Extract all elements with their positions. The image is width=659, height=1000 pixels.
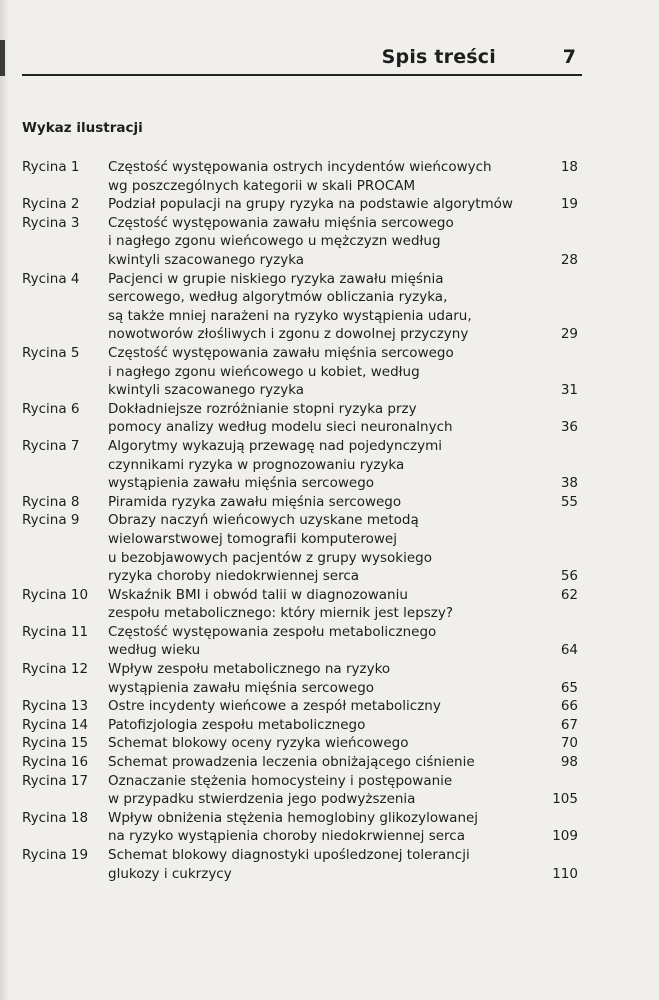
figure-entry <box>22 158 578 195</box>
figure-label: Rycina 11 <box>22 623 89 640</box>
figure-label: Rycina 9 <box>22 512 80 529</box>
figure-caption <box>108 846 528 883</box>
figure-entry <box>22 753 578 772</box>
figure-caption <box>108 586 528 623</box>
figure-page-number: 110 <box>552 865 578 882</box>
figure-caption <box>108 400 528 437</box>
caption-line: Częstość występowania zespołu metabolicznego <box>108 623 437 640</box>
figure-page-number: 109 <box>552 828 578 845</box>
caption-line: Wskaźnik BMI i obwód talii w diagnozowaniu <box>108 586 408 603</box>
figure-page-number: 18 <box>560 159 578 175</box>
figure-caption <box>108 344 528 400</box>
caption-line: Schemat blokowy diagnostyki upośledzonej tolerancji <box>108 847 470 863</box>
figure-caption <box>108 734 528 753</box>
figure-page-number: 65 <box>560 679 578 696</box>
caption-line: Piramida ryzyka zawału mięśnia sercowego <box>108 493 402 510</box>
figure-label: Rycina 18 <box>22 809 89 826</box>
caption-line: Ostre incydenty wieńcowe a zespół metaboliczny <box>108 698 441 715</box>
figure-caption <box>108 158 528 195</box>
figure-page-number: 98 <box>560 754 578 771</box>
caption-line: zespołu metabolicznego: który miernik jest lepszy? <box>108 605 454 622</box>
figure-page-number: 28 <box>560 251 578 268</box>
figure-page-number: 36 <box>560 419 578 436</box>
figure-caption <box>108 772 528 809</box>
figure-page-number: 55 <box>560 493 578 510</box>
figure-entry <box>22 344 578 400</box>
caption-line: Pacjenci w grupie niskiego ryzyka zawału mięśnia <box>108 270 444 287</box>
figure-page-number: 62 <box>560 586 578 603</box>
figure-page-number: 19 <box>560 196 578 213</box>
binding-mark <box>0 40 5 76</box>
header-rule <box>22 74 582 76</box>
figure-entry <box>22 586 578 623</box>
figure-page-number: 66 <box>560 698 578 715</box>
figure-entry <box>22 400 578 437</box>
figure-entry <box>22 809 578 846</box>
figure-caption <box>108 493 528 512</box>
figure-page-number: 105 <box>552 791 578 808</box>
figure-label: Rycina 14 <box>22 716 89 733</box>
caption-line: glukozy i cukrzycy <box>108 865 232 882</box>
figure-label: Rycina 1 <box>22 159 80 175</box>
caption-line: Częstość występowania zawału mięśnia sercowego <box>108 214 454 231</box>
figure-entry <box>22 437 578 493</box>
figure-page-number: 70 <box>560 735 578 752</box>
figure-caption <box>108 511 528 585</box>
caption-line: czynnikami ryzyka w prognozowaniu ryzyka <box>108 456 405 473</box>
figure-label: Rycina 17 <box>22 772 89 789</box>
figure-entry <box>22 270 578 344</box>
figure-entry <box>22 493 578 512</box>
figure-caption <box>108 437 528 493</box>
figure-caption <box>108 753 528 772</box>
figure-label: Rycina 12 <box>22 661 89 678</box>
figure-caption <box>108 214 528 270</box>
caption-line: pomocy analizy według modelu sieci neuronalnych <box>108 419 453 436</box>
page-edge-shadow <box>0 0 8 1000</box>
figure-label: Rycina 15 <box>22 735 89 752</box>
figure-caption <box>108 195 528 214</box>
figure-caption <box>108 697 528 716</box>
header-page-number: 7 <box>562 46 576 68</box>
caption-line: nowotworów złośliwych i zgonu z dowolnej przyczyny <box>108 326 469 343</box>
figure-page-number: 29 <box>560 326 578 343</box>
figure-caption <box>108 270 528 344</box>
figure-entry <box>22 214 578 270</box>
figure-label: Rycina 4 <box>22 270 80 287</box>
figure-label: Rycina 7 <box>22 437 80 454</box>
header-title: Spis treści <box>381 46 496 68</box>
section-title: Wykaz ilustracji <box>22 120 143 136</box>
caption-line: Obrazy naczyń wieńcowych uzyskane metodą <box>108 512 419 529</box>
caption-line: Dokładniejsze rozróżnianie stopni ryzyka przy <box>108 400 417 417</box>
figure-entry <box>22 623 578 660</box>
figure-caption <box>108 623 528 660</box>
figure-caption <box>108 660 528 697</box>
caption-line: Wpływ obniżenia stężenia hemoglobiny glikozylowanej <box>108 809 479 826</box>
caption-line: kwintyli szacowanego ryzyka <box>108 251 305 268</box>
caption-line: wystąpienia zawału mięśnia sercowego <box>108 475 375 492</box>
caption-line: na ryzyko wystąpienia choroby niedokrwiennej serca <box>108 828 466 845</box>
figure-page-number: 31 <box>560 382 578 399</box>
figure-entry <box>22 734 578 753</box>
figure-entry <box>22 511 578 585</box>
figure-entry <box>22 195 578 214</box>
figure-entry <box>22 772 578 809</box>
figure-page-number: 56 <box>560 568 578 585</box>
figure-entry <box>22 846 578 883</box>
caption-line: Schemat blokowy oceny ryzyka wieńcowego <box>108 735 409 752</box>
caption-line: sercowego, według algorytmów obliczania ryzyka, <box>108 289 448 306</box>
caption-line: ryzyka choroby niedokrwiennej serca <box>108 568 360 585</box>
caption-line: i nagłego zgonu wieńcowego u mężczyzn według <box>108 233 441 250</box>
figure-label: Rycina 5 <box>22 344 80 361</box>
figure-entry <box>22 716 578 735</box>
caption-line: według wieku <box>108 642 201 659</box>
caption-line: kwintyli szacowanego ryzyka <box>108 382 305 399</box>
caption-line: Patofizjologia zespołu metabolicznego <box>108 716 366 733</box>
caption-line: Wpływ zespołu metabolicznego na ryzyko <box>108 661 391 678</box>
figure-label: Rycina 16 <box>22 754 89 771</box>
caption-line: Częstość występowania zawału mięśnia sercowego <box>108 344 454 361</box>
figure-entry <box>22 697 578 716</box>
figure-label: Rycina 2 <box>22 196 80 213</box>
caption-line: wg poszczególnych kategorii w skali PROCAM <box>108 177 416 194</box>
caption-line: i nagłego zgonu wieńcowego u kobiet, według <box>108 363 420 380</box>
figure-entry <box>22 660 578 697</box>
caption-line: Schemat prowadzenia leczenia obniżającego ciśnienie <box>108 754 475 771</box>
caption-line: wystąpienia zawału mięśnia sercowego <box>108 679 375 696</box>
figure-page-number: 67 <box>560 716 578 733</box>
figure-label: Rycina 10 <box>22 586 89 603</box>
running-header <box>22 44 582 74</box>
figure-label: Rycina 6 <box>22 400 80 417</box>
figure-caption <box>108 716 528 735</box>
caption-line: Podział populacji na grupy ryzyka na podstawie algorytmów <box>108 196 513 213</box>
caption-line: są także mniej narażeni na ryzyko wystąpienia udaru, <box>108 307 472 324</box>
figure-page-number: 38 <box>560 475 578 492</box>
caption-line: Częstość występowania ostrych incydentów wieńcowych <box>108 159 492 175</box>
caption-line: wielowarstwowej tomografii komputerowej <box>108 530 397 547</box>
caption-line: Algorytmy wykazują przewagę nad pojedynczymi <box>108 437 442 454</box>
figure-label: Rycina 8 <box>22 493 80 510</box>
caption-line: u bezobjawowych pacjentów z grupy wysokiego <box>108 549 432 566</box>
figure-label: Rycina 3 <box>22 214 80 231</box>
figure-label: Rycina 13 <box>22 698 89 715</box>
figure-list <box>22 158 578 883</box>
figure-page-number: 64 <box>560 642 578 659</box>
figure-caption <box>108 809 528 846</box>
caption-line: w przypadku stwierdzenia jego podwyższenia <box>108 791 416 808</box>
caption-line: Oznaczanie stężenia homocysteiny i postępowanie <box>108 772 453 789</box>
figure-label: Rycina 19 <box>22 847 89 863</box>
